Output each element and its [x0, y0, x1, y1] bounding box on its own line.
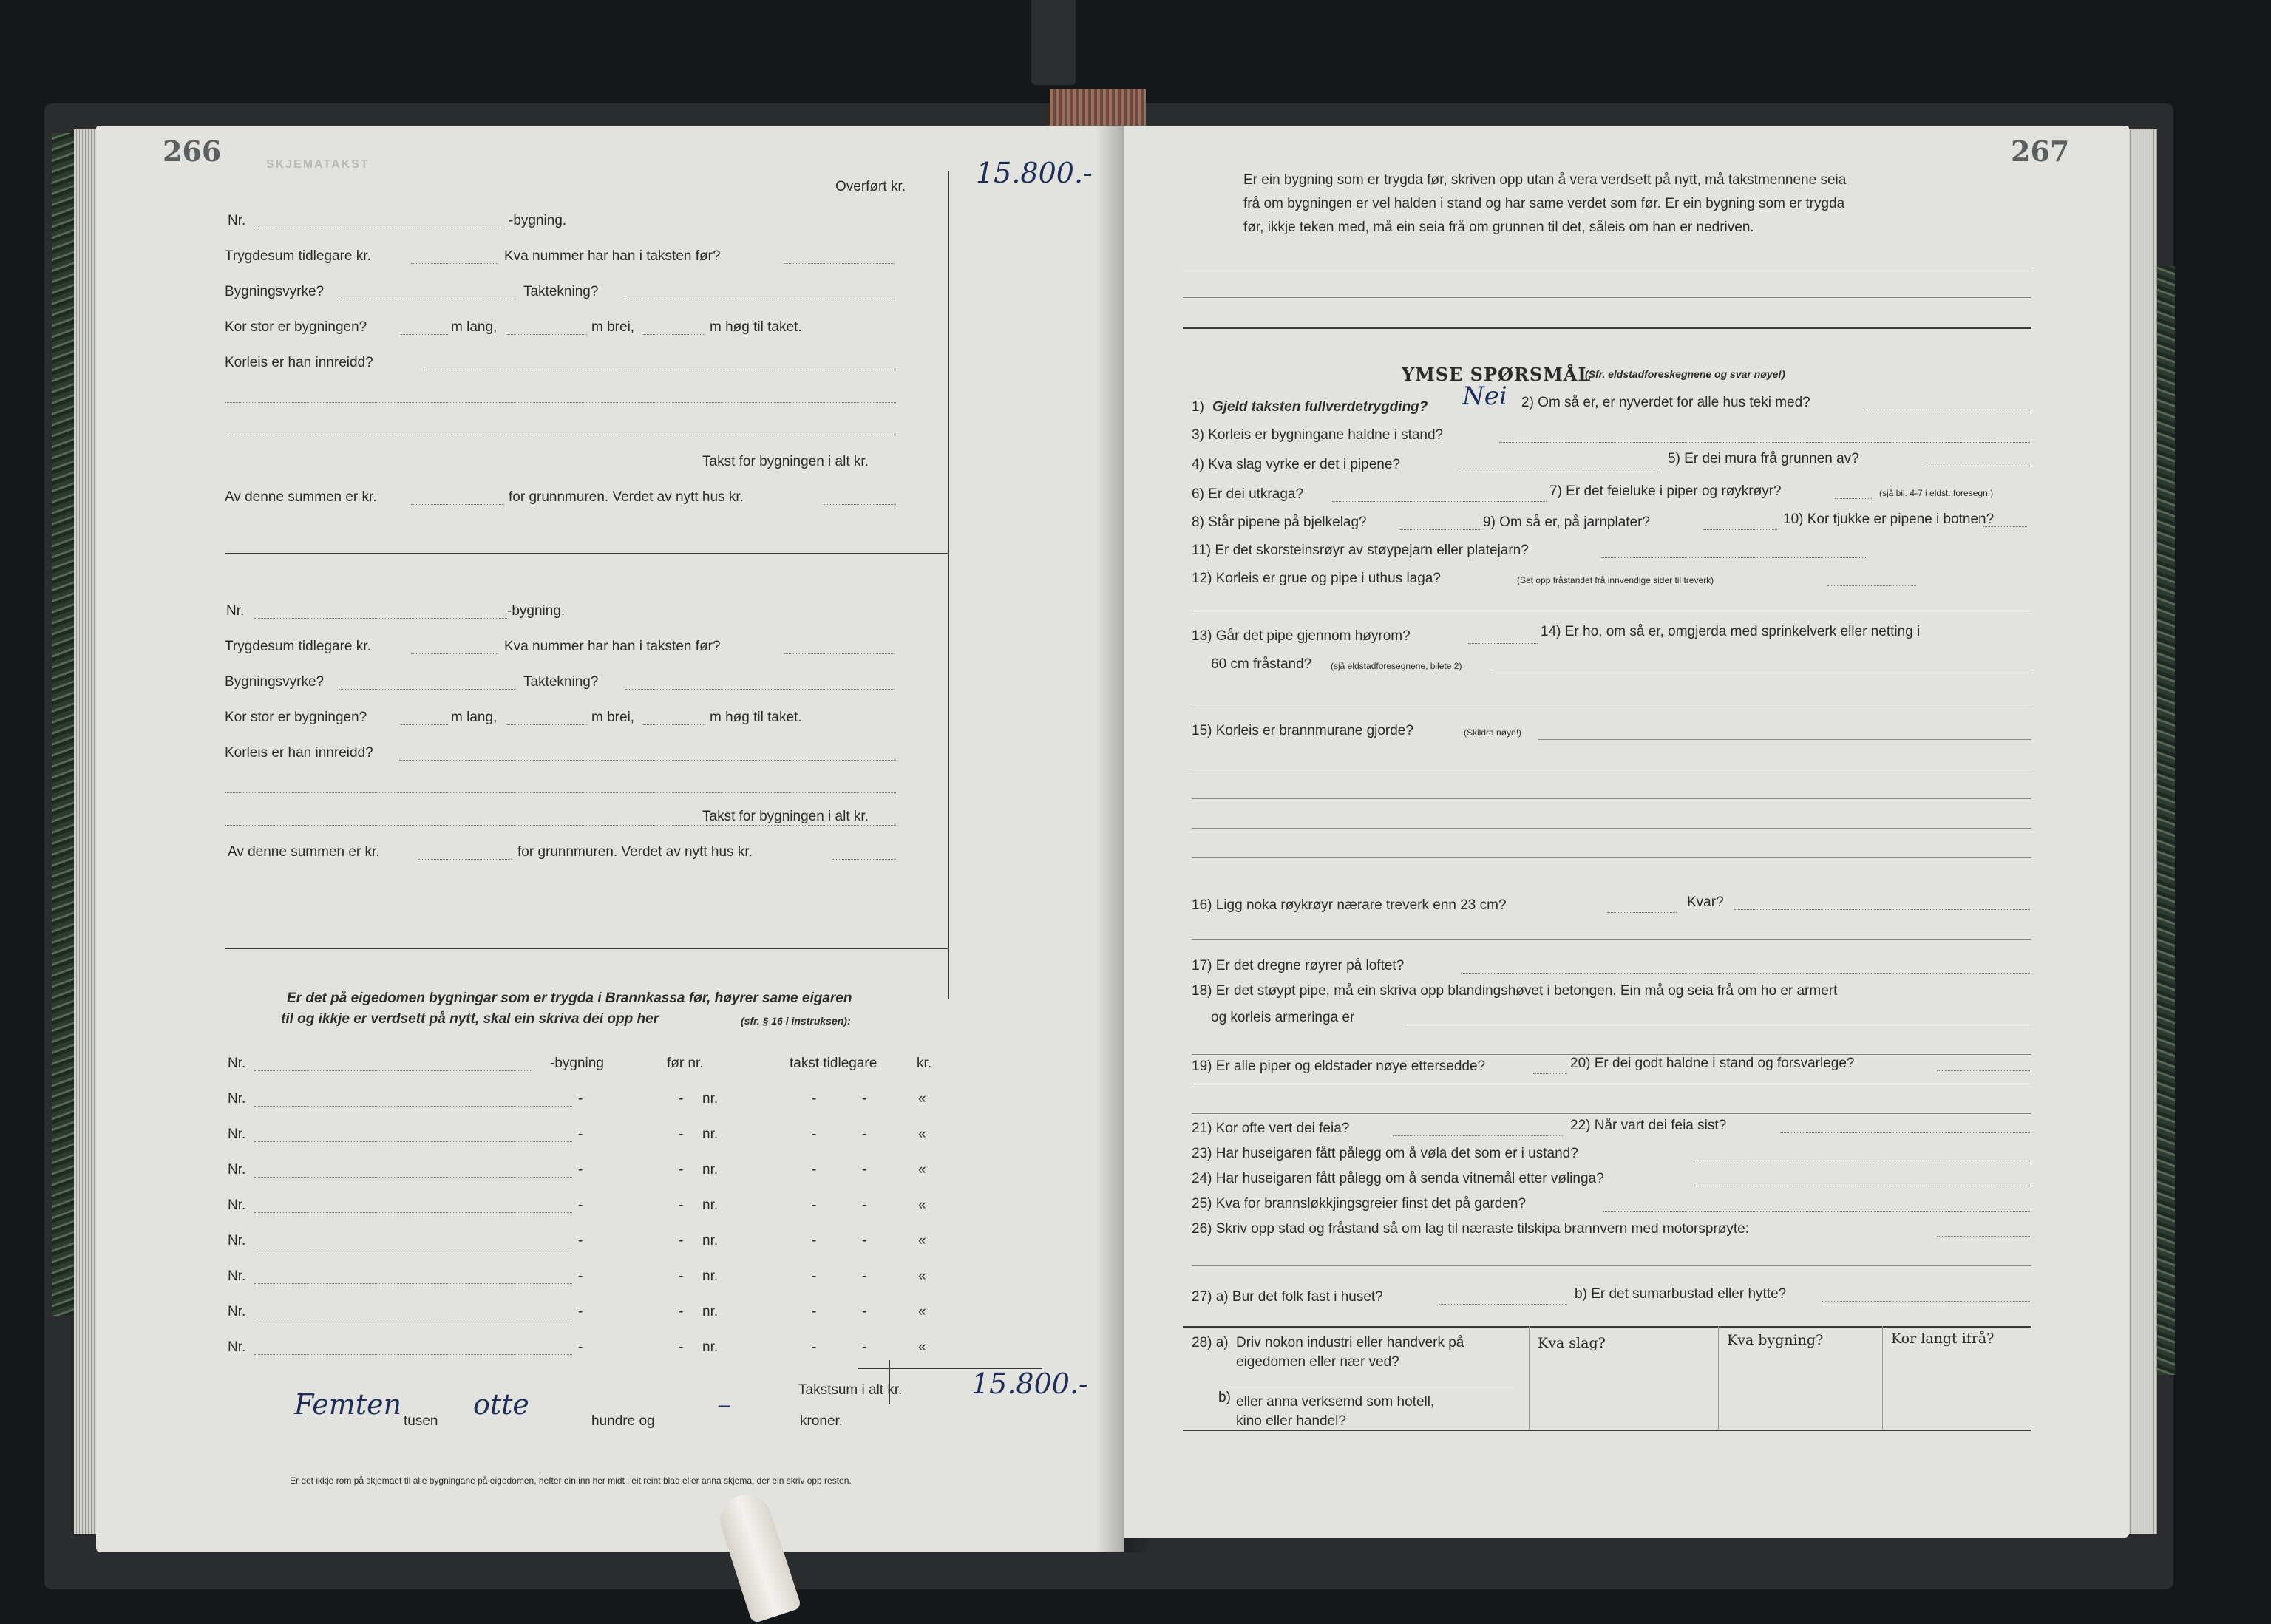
list-row-field[interactable]: [254, 1141, 572, 1142]
ditto-dash: -: [862, 1197, 867, 1213]
handwritten-hundreds: otte: [473, 1388, 529, 1421]
question-11: 11) Er det skorsteinsrøyr av støypejarn eller platejarn?: [1192, 543, 1529, 558]
ditto-dash: -: [812, 1268, 817, 1284]
trygdesum-field[interactable]: [411, 263, 498, 264]
question-28b-label: b): [1218, 1390, 1231, 1405]
hundre-label: hundre og: [591, 1413, 655, 1429]
ditto-mark: «: [918, 1304, 926, 1319]
list-row-nr: Nr.: [228, 1339, 246, 1355]
answer-12-field[interactable]: [1827, 585, 1916, 586]
m-hog-label: m høg til taket.: [710, 710, 802, 725]
answer-16-field[interactable]: [1607, 912, 1677, 913]
breidde-field[interactable]: [507, 334, 587, 335]
answer-1: Nei: [1462, 381, 1507, 411]
question-24: 24) Har huseigaren fått pålegg om å senda vitnemål etter vølinga?: [1192, 1171, 1604, 1186]
bygning-label: -bygning.: [507, 603, 566, 619]
question-23: 23) Har huseigaren fått pålegg om å vøla det som er i ustand?: [1192, 1146, 1578, 1161]
answer-6-field[interactable]: [1332, 501, 1547, 502]
ditto-dash: -: [578, 1162, 583, 1178]
nr-label: Nr.: [228, 213, 246, 228]
kroner-label: kroner.: [800, 1413, 843, 1429]
question-18: 18) Er det støypt pipe, må ein skriva opp blandingshøvet i betongen. Ein må og seia frå om ho er armert: [1192, 983, 1838, 999]
ditto-mark: «: [918, 1233, 926, 1248]
handwritten-dash: –: [717, 1388, 731, 1421]
takstsum-value: 15.800.-: [971, 1368, 1088, 1400]
korleis-field-line-3[interactable]: [225, 825, 896, 826]
av-denne-label: Av denne summen er kr.: [228, 844, 380, 860]
section-separator: [1183, 327, 2031, 329]
list-row-field[interactable]: [254, 1283, 572, 1284]
intro-line: Er ein bygning som er trygda før, skriven opp utan å vera verdsett på nytt, må takstmennene seia: [1243, 172, 1847, 188]
answer-line[interactable]: [1192, 1265, 2031, 1266]
ditto-dash: -: [578, 1233, 583, 1248]
ditto-dash: -: [679, 1339, 684, 1355]
column-kor-langt: Kor langt ifrå?: [1891, 1331, 1995, 1347]
answer-line[interactable]: [1183, 297, 2031, 298]
list-row-field[interactable]: [254, 1212, 572, 1213]
ditto-dash: -: [862, 1162, 867, 1178]
korleis-label: Korleis er han innreidd?: [225, 355, 373, 370]
answer-17-field[interactable]: [1461, 973, 2031, 974]
ditto-dash: -: [812, 1304, 817, 1319]
list-header-kr: kr.: [917, 1056, 932, 1071]
list-header-nr-field[interactable]: [254, 1070, 532, 1071]
question-14-cont: 60 cm fråstand?: [1211, 656, 1312, 672]
ditto-dash: -: [679, 1304, 684, 1319]
kva-nummer-field[interactable]: [784, 653, 895, 654]
ditto-dash: -: [862, 1304, 867, 1319]
question-21: 21) Kor ofte vert dei feia?: [1192, 1121, 1350, 1136]
book-headband: [1050, 89, 1146, 129]
handwritten-thousands: Femten: [294, 1388, 402, 1421]
list-row-field[interactable]: [254, 1354, 572, 1355]
question-28-number: 28) a): [1192, 1335, 1229, 1350]
ditto-mark: «: [918, 1162, 926, 1178]
question-3: 3) Korleis er bygningane haldne i stand?: [1192, 427, 1444, 443]
column-kva-slag: Kva slag?: [1538, 1335, 1606, 1351]
bygningsvyrke-field[interactable]: [339, 689, 516, 690]
trygdesum-field[interactable]: [411, 653, 498, 654]
list-row-for-nr: nr.: [702, 1233, 719, 1248]
question-7: 7) Er det feieluke i piper og røykrøyr?: [1549, 483, 1782, 499]
bygningsvyrke-label: Bygningsvyrke?: [225, 284, 325, 299]
right-page: [1124, 126, 2129, 1538]
notice-line-1: Er det på eigedomen bygningar som er trygda i Brannkassa før, høyrer same eigaren: [287, 991, 852, 1006]
m-lang-label: m lang,: [451, 319, 498, 335]
section-title: YMSE SPØRSMÅL: [1402, 364, 1592, 385]
question-20: 20) Er dei godt haldne i stand og forsvarlege?: [1570, 1056, 1855, 1071]
left-page: [96, 126, 1124, 1552]
question-12: 12) Korleis er grue og pipe i uthus laga?: [1192, 571, 1441, 586]
ditto-dash: -: [679, 1127, 684, 1142]
question-2: 2) Om så er, er nyverdet for alle hus teki med?: [1521, 395, 1810, 410]
ditto-dash: -: [812, 1091, 817, 1107]
answer-25-field[interactable]: [1603, 1211, 2031, 1212]
question-27b: b) Er det sumarbustad eller hytte?: [1575, 1286, 1787, 1302]
question-28a-line-1: Driv nokon industri eller handverk på: [1236, 1335, 1464, 1350]
av-denne-label: Av denne summen er kr.: [225, 489, 377, 505]
trygdesum-label: Trygdesum tidlegare kr.: [225, 248, 371, 264]
nr-label: Nr.: [226, 603, 245, 619]
korleis-field-line-2[interactable]: [225, 402, 896, 403]
question-9: 9) Om så er, på jarnplater?: [1483, 514, 1650, 530]
m-brei-label: m brei,: [591, 319, 635, 335]
ditto-dash: -: [812, 1339, 817, 1355]
table-column-divider: [1529, 1326, 1530, 1430]
lengde-field[interactable]: [401, 724, 449, 725]
ditto-dash: -: [862, 1127, 867, 1142]
list-header-for-nr: før nr.: [667, 1056, 704, 1071]
ditto-mark: «: [918, 1091, 926, 1107]
nytt-hus-field[interactable]: [824, 504, 896, 505]
answer-9-field[interactable]: [1703, 529, 1777, 530]
intro-line: frå om bygningen er vel halden i stand og har same verdet som før. Er ein bygning som er trygda: [1243, 196, 1845, 211]
question-15-note: (Skildra nøye!): [1464, 727, 1522, 738]
question-28a-line-2: eigedomen eller nær ved?: [1236, 1354, 1399, 1370]
ditto-dash: -: [679, 1197, 684, 1213]
answer-3-field[interactable]: [1499, 442, 2031, 443]
answer-line[interactable]: [1192, 1113, 2031, 1114]
question-7-note: (sjå bil. 4-7 i eldst. foresegn.): [1879, 488, 1994, 498]
question-28b-line-2: kino eller handel?: [1236, 1413, 1346, 1429]
trygdesum-label: Trygdesum tidlegare kr.: [225, 639, 371, 654]
taktekning-field[interactable]: [625, 689, 895, 690]
answer-11-field[interactable]: [1601, 557, 1867, 558]
question-16-kvar: Kvar?: [1687, 894, 1724, 910]
answer-22-field[interactable]: [1780, 1132, 2031, 1133]
list-row-nr: Nr.: [228, 1091, 246, 1107]
list-row-for-nr: nr.: [702, 1197, 719, 1213]
scanner-clamp: [1031, 0, 1076, 85]
answer-26-field[interactable]: [1937, 1236, 2031, 1237]
nr-field[interactable]: [254, 618, 507, 619]
list-header-takst: takst tidlegare: [790, 1056, 877, 1071]
list-row-field[interactable]: [254, 1106, 572, 1107]
answer-8-field[interactable]: [1400, 529, 1481, 530]
kor-stor-label: Kor stor er bygningen?: [225, 319, 367, 335]
page-number: 267: [2011, 135, 2070, 168]
column-kva-bygning: Kva bygning?: [1727, 1332, 1824, 1348]
question-4: 4) Kva slag vyrke er det i pipene?: [1192, 457, 1400, 472]
breidde-field[interactable]: [507, 724, 587, 725]
ditto-dash: -: [578, 1304, 583, 1319]
block-separator: [225, 948, 948, 949]
question-22: 22) Når vart dei feia sist?: [1570, 1118, 1727, 1133]
answer-16-kvar-field[interactable]: [1734, 909, 2031, 910]
answer-19-field[interactable]: [1533, 1073, 1567, 1074]
bygning-label: -bygning.: [509, 213, 567, 228]
notice-reference: (sfr. § 16 i instruksen):: [741, 1015, 851, 1027]
m-lang-label: m lang,: [451, 710, 498, 725]
answer-line[interactable]: [1192, 798, 2031, 799]
ditto-dash: -: [862, 1091, 867, 1107]
kva-nummer-label: Kva nummer har han i taksten før?: [504, 639, 721, 654]
kor-stor-label: Kor stor er bygningen?: [225, 710, 367, 725]
ditto-dash: -: [862, 1268, 867, 1284]
taktekning-label: Taktekning?: [523, 284, 599, 299]
question-28b-line-1: eller anna verksemd som hotell,: [1236, 1394, 1435, 1410]
answer-27b-field[interactable]: [1822, 1301, 2031, 1302]
ditto-mark: «: [918, 1127, 926, 1142]
korleis-field-line-2[interactable]: [225, 792, 896, 793]
m-brei-label: m brei,: [591, 710, 635, 725]
list-row-for-nr: nr.: [702, 1339, 719, 1355]
kva-nummer-label: Kva nummer har han i taksten før?: [504, 248, 721, 264]
grunnmur-field[interactable]: [411, 504, 504, 505]
question-15: 15) Korleis er brannmurane gjorde?: [1192, 723, 1413, 738]
ditto-mark: «: [918, 1268, 926, 1284]
ditto-dash: -: [578, 1268, 583, 1284]
answer-7-field[interactable]: [1835, 498, 1872, 499]
list-row-for-nr: nr.: [702, 1304, 719, 1319]
list-row-nr: Nr.: [228, 1268, 246, 1284]
answer-line[interactable]: [1192, 857, 2031, 858]
question-8: 8) Står pipene på bjelkelag?: [1192, 514, 1367, 530]
list-header-nr: Nr.: [228, 1056, 246, 1071]
tusen-label: tusen: [404, 1413, 438, 1429]
carried-over-label: Overført kr.: [835, 179, 906, 194]
answer-line[interactable]: [1538, 739, 2031, 740]
grunnmur-label: for grunnmuren. Verdet av nytt hus kr.: [509, 489, 744, 505]
takstsum-label: Takstsum i alt kr.: [798, 1382, 903, 1398]
ditto-mark: «: [918, 1339, 926, 1355]
taktekning-label: Taktekning?: [523, 674, 599, 690]
korleis-label: Korleis er han innreidd?: [225, 745, 373, 761]
faint-header: SKJEMATAKST: [266, 158, 370, 171]
question-25: 25) Kva for brannsløkkjingsgreier finst det på garden?: [1192, 1196, 1527, 1212]
column-divider: [948, 171, 949, 999]
ditto-dash: -: [578, 1127, 583, 1142]
list-row-nr: Nr.: [228, 1162, 246, 1178]
ditto-dash: -: [578, 1339, 583, 1355]
list-row-for-nr: nr.: [702, 1091, 719, 1107]
list-row-nr: Nr.: [228, 1304, 246, 1319]
question-14-note: (sjå eldstadforesegnene, bilete 2): [1331, 661, 1462, 671]
ditto-dash: -: [679, 1162, 684, 1178]
list-row-for-nr: nr.: [702, 1127, 719, 1142]
section-note: (Sfr. eldstadforeskegnene og svar nøye!): [1585, 368, 1785, 380]
answer-21-field[interactable]: [1393, 1135, 1563, 1136]
question-26: 26) Skriv opp stad og fråstand så om lag til næraste tilskipa brannvern med motorsprøyte:: [1192, 1221, 1750, 1237]
question-27a: 27) a) Bur det folk fast i huset?: [1192, 1289, 1383, 1305]
hogd-field[interactable]: [643, 724, 705, 725]
intro-line: før, ikkje teken med, må ein seia frå om grunnen til det, såleis om han er nedriven.: [1243, 220, 1754, 235]
answer-line[interactable]: [1192, 828, 2031, 829]
question-1: Gjeld taksten fullverdetrygding?: [1212, 399, 1428, 415]
korleis-field[interactable]: [399, 760, 896, 761]
ditto-mark: «: [918, 1197, 926, 1213]
list-row-for-nr: nr.: [702, 1162, 719, 1178]
ditto-dash: -: [679, 1091, 684, 1107]
table-bottom-rule: [1183, 1430, 2031, 1431]
table-column-divider: [1882, 1326, 1883, 1430]
block-separator: [225, 553, 948, 554]
answer-13-field[interactable]: [1468, 643, 1538, 644]
question-5: 5) Er dei mura frå grunnen av?: [1668, 451, 1859, 466]
question-12-note: (Set opp fråstandet frå innvendige sider til treverk): [1517, 575, 1714, 585]
takst-label: Takst for bygningen i alt kr.: [702, 809, 869, 824]
list-row-for-nr: nr.: [702, 1268, 719, 1284]
list-row-nr: Nr.: [228, 1233, 246, 1248]
ditto-dash: -: [862, 1339, 867, 1355]
answer-10-field[interactable]: [1983, 526, 2027, 527]
question-13: 13) Går det pipe gjennom høyrom?: [1192, 628, 1411, 644]
table-top-rule: [1183, 1326, 2031, 1328]
grunnmur-field[interactable]: [418, 859, 512, 860]
question-16: 16) Ligg noka røykrøyr nærare treverk enn 23 cm?: [1192, 897, 1507, 913]
ditto-dash: -: [679, 1233, 684, 1248]
carried-over-value: 15.800.-: [976, 157, 1093, 189]
ditto-dash: -: [862, 1233, 867, 1248]
lengde-field[interactable]: [401, 334, 449, 335]
ditto-dash: -: [578, 1091, 583, 1107]
page-stack-left: [74, 129, 98, 1534]
m-hog-label: m høg til taket.: [710, 319, 802, 335]
ditto-dash: -: [679, 1268, 684, 1284]
ditto-dash: -: [812, 1233, 817, 1248]
page-number: 266: [163, 135, 222, 168]
list-row-nr: Nr.: [228, 1127, 246, 1142]
ditto-dash: -: [812, 1127, 817, 1142]
notice-line-2: til og ikkje er verdsett på nytt, skal ein skriva dei opp her: [281, 1011, 659, 1027]
answer-27a-field[interactable]: [1439, 1304, 1567, 1305]
question-18-cont: og korleis armeringa er: [1211, 1010, 1355, 1025]
marbled-edge-right: [2157, 266, 2175, 1375]
takst-label: Takst for bygningen i alt kr.: [702, 454, 869, 469]
ditto-dash: -: [812, 1197, 817, 1213]
ditto-dash: -: [812, 1162, 817, 1178]
nytt-hus-field[interactable]: [832, 859, 896, 860]
kva-nummer-field[interactable]: [784, 263, 895, 264]
question-14: 14) Er ho, om så er, omgjerda med sprinkelverk eller netting i: [1541, 624, 1921, 639]
answer-line[interactable]: [1192, 939, 2031, 940]
hogd-field[interactable]: [643, 334, 705, 335]
question-number: 1): [1192, 399, 1204, 415]
question-19: 19) Er alle piper og eldstader nøye ettersedde?: [1192, 1059, 1486, 1074]
ditto-dash: -: [578, 1197, 583, 1213]
answer-line[interactable]: [1192, 1054, 2031, 1055]
list-header-bygning: -bygning: [550, 1056, 604, 1071]
question-10: 10) Kor tjukke er pipene i botnen?: [1783, 512, 1995, 527]
footnote: Er det ikkje rom på skjemaet til alle bygningane på eigedomen, hefter ein inn her midt i eit reint blad eller anna skjema, der ein skriv opp resten.: [290, 1475, 852, 1486]
page-stack-right: [2128, 129, 2157, 1534]
bygningsvyrke-label: Bygningsvyrke?: [225, 674, 325, 690]
grunnmur-label: for grunnmuren. Verdet av nytt hus kr.: [517, 844, 753, 860]
list-row-field[interactable]: [254, 1177, 572, 1178]
table-column-divider: [1718, 1326, 1719, 1430]
question-17: 17) Er det dregne røyrer på loftet?: [1192, 958, 1405, 974]
list-row-nr: Nr.: [228, 1197, 246, 1213]
answer-20-field[interactable]: [1937, 1070, 2031, 1071]
question-6: 6) Er dei utkraga?: [1192, 486, 1304, 502]
